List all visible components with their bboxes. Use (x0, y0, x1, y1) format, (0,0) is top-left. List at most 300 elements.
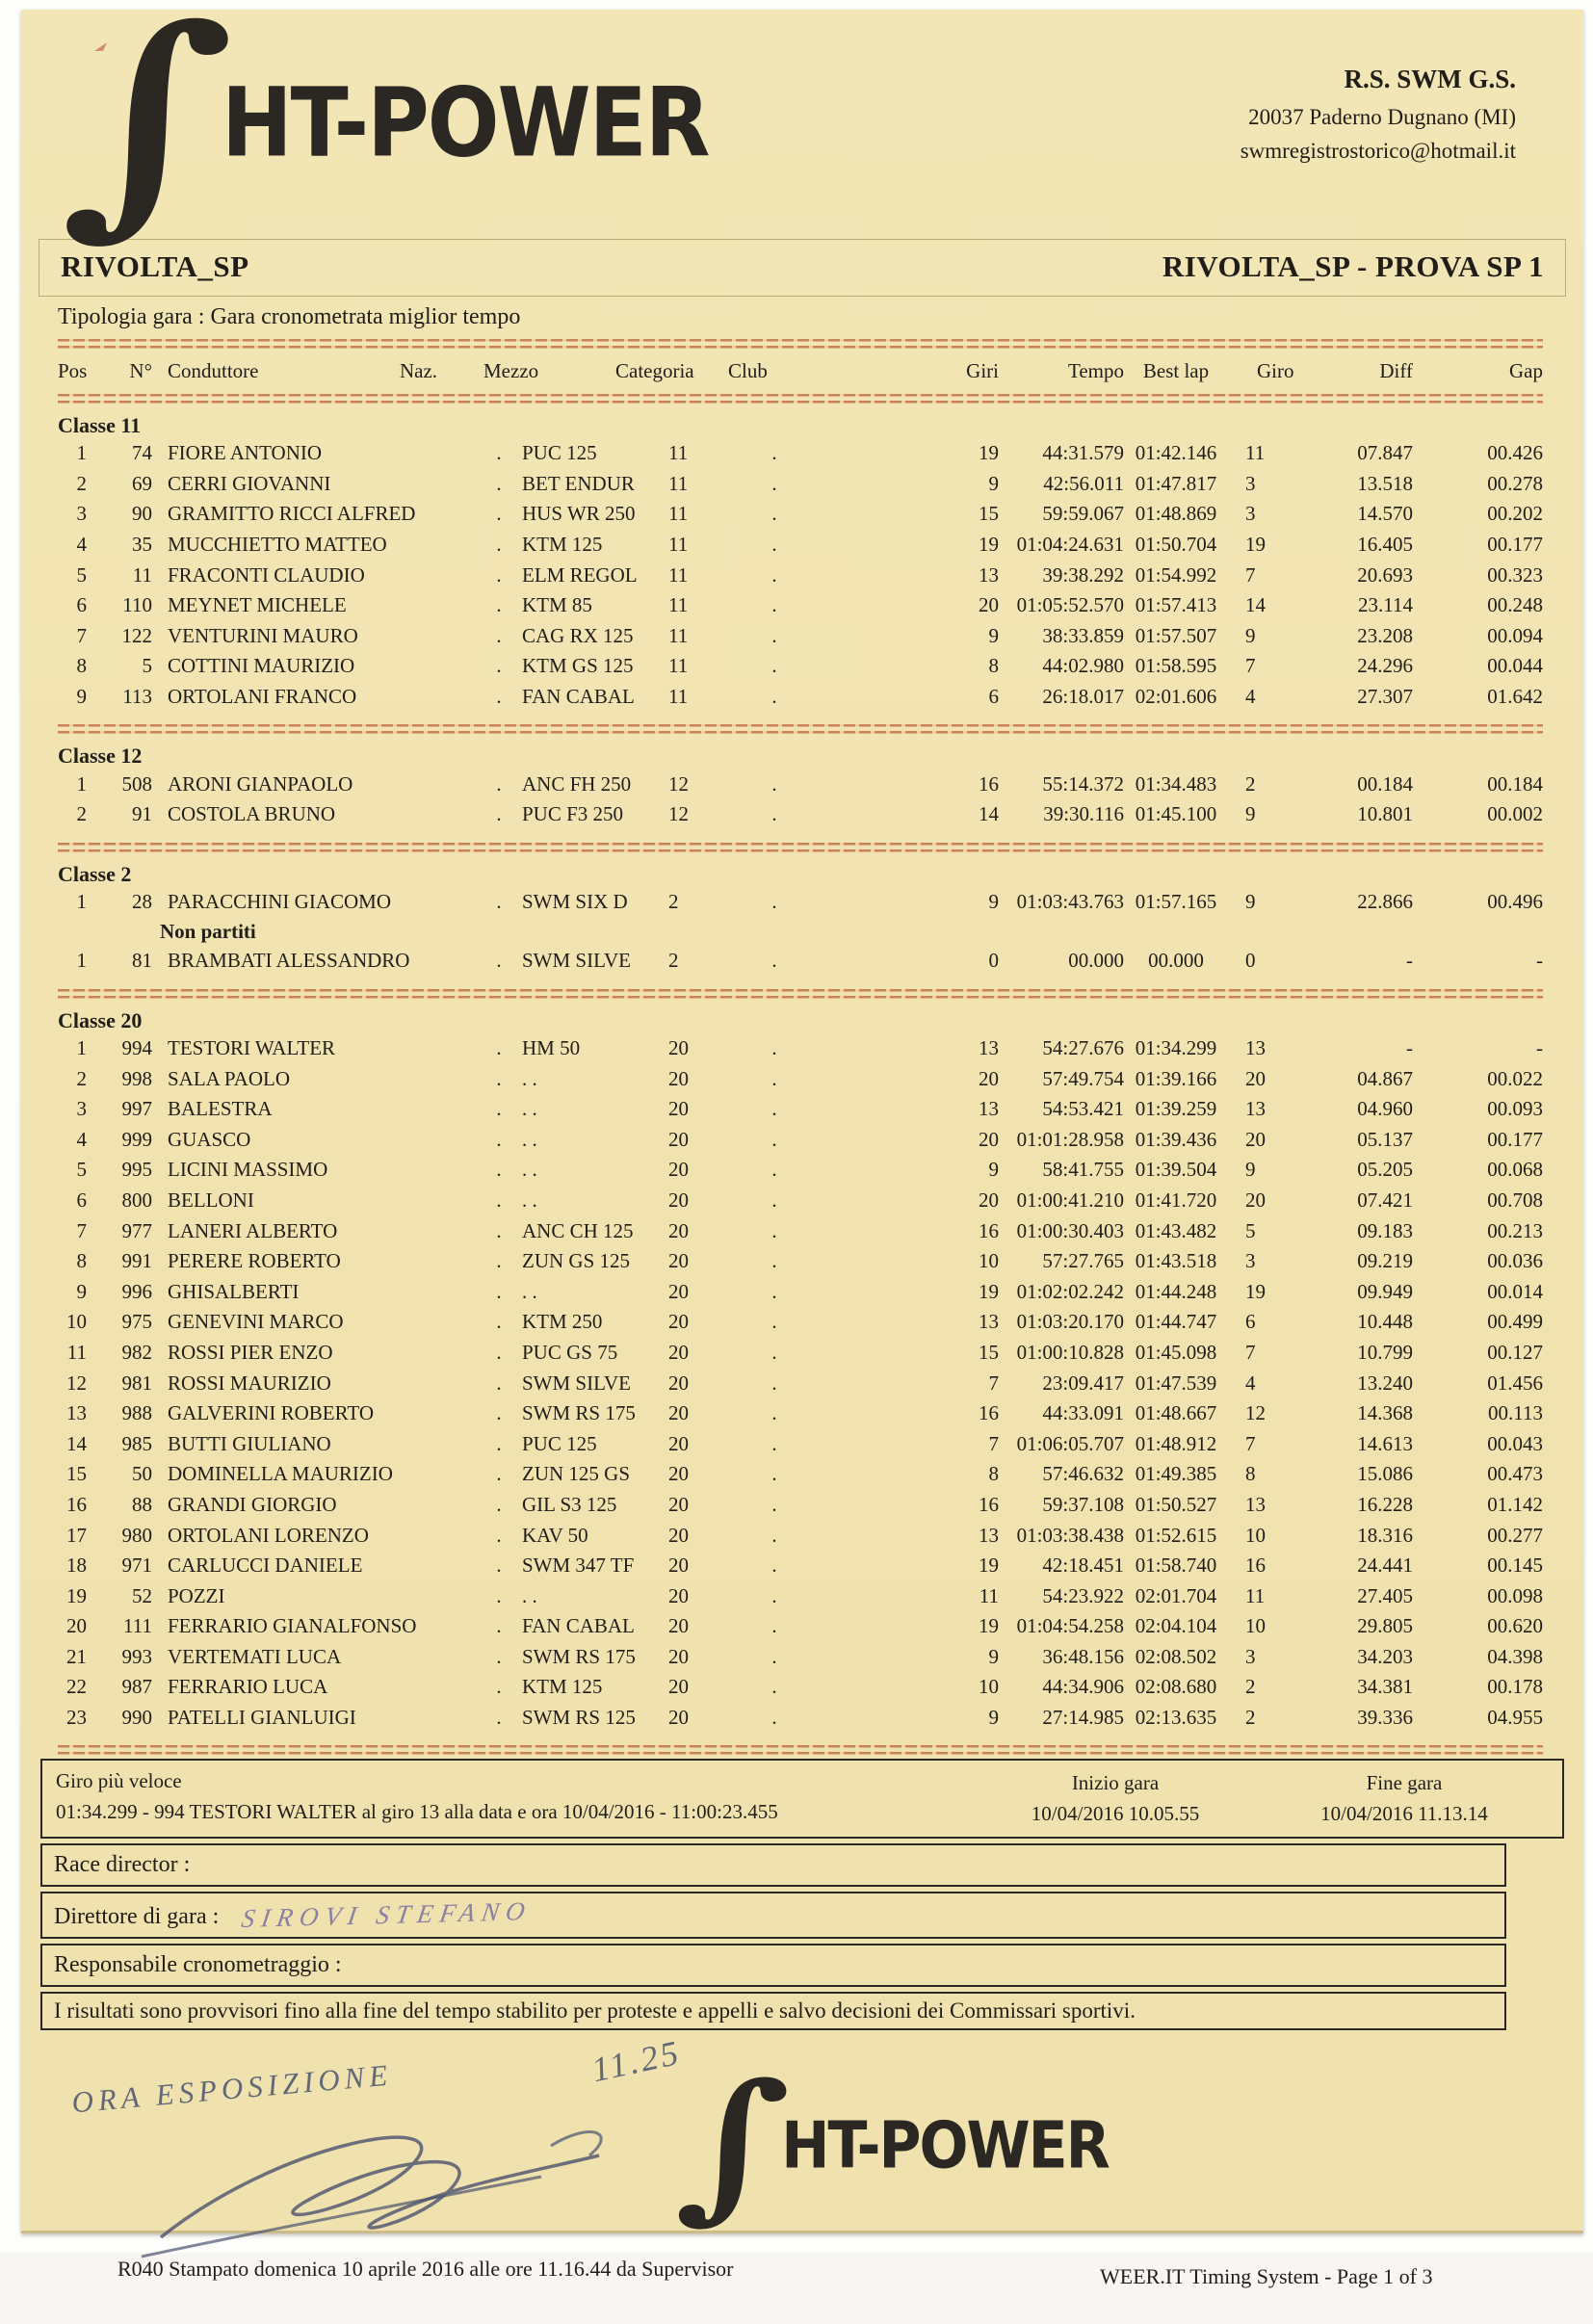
cell-cat: 12 (668, 771, 689, 796)
provisional-results-disclaimer: I risultati sono provvisori fino alla fine del tempo stabilito per proteste e appelli e salvo decisioni dei Commissari sportivi. (40, 1992, 1506, 2030)
cell-pos: 19 (66, 1583, 87, 1607)
cell-giri: 9 (988, 1158, 999, 1182)
cell-giro: 20 (1245, 1188, 1266, 1212)
result-row (58, 682, 1543, 713)
ht-power-logo (59, 0, 709, 260)
result-row (58, 887, 1543, 918)
race-end-label: Fine gara (1366, 1771, 1443, 1795)
cell-diff: 39.336 (1357, 1706, 1413, 1730)
cell-naz: . (496, 1097, 502, 1121)
page-info: WEER.IT Timing System - Page 1 of 3 (1100, 2264, 1433, 2289)
cell-num: 800 (121, 1188, 152, 1212)
cell-diff: 09.219 (1357, 1249, 1413, 1273)
cell-diff: 05.205 (1357, 1158, 1413, 1182)
cell-naz: . (496, 949, 502, 973)
cell-cat: 11 (668, 593, 689, 617)
cell-cat: 20 (668, 1249, 689, 1273)
logo-wordmark: HT-POWER (221, 66, 709, 178)
cell-pos: 4 (76, 1127, 87, 1151)
cell-club: . (771, 1492, 777, 1516)
cell-diff: 10.799 (1357, 1340, 1413, 1364)
cell-gap: 00.098 (1487, 1583, 1543, 1607)
cell-giri: 13 (979, 1310, 999, 1334)
fastest-lap-detail: 01:34.299 - 994 TESTORI WALTER al giro 13 alla data e ora 10/04/2016 - 11:00:23.455 (56, 1799, 778, 1823)
cell-club: . (771, 533, 777, 557)
cell-best: 01:39.504 (1135, 1158, 1217, 1182)
separator-rule (58, 723, 1543, 734)
cell-giro: 8 (1245, 1462, 1256, 1486)
result-row (58, 799, 1543, 830)
cell-best: 01:52.615 (1135, 1523, 1217, 1547)
cell-tempo: 58:41.755 (1042, 1158, 1124, 1182)
result-row (58, 1459, 1543, 1490)
cell-cat: 20 (668, 1706, 689, 1730)
cell-giro: 2 (1245, 1675, 1256, 1699)
cell-num: 993 (121, 1644, 152, 1668)
cell-best: 01:39.436 (1135, 1127, 1217, 1151)
cell-giro: 6 (1245, 1310, 1256, 1334)
cell-pos: 2 (76, 802, 87, 826)
cell-best: 01:58.740 (1135, 1554, 1217, 1578)
result-row (58, 769, 1543, 799)
cell-num: 122 (121, 623, 152, 647)
cell-diff: 23.114 (1358, 593, 1413, 617)
cell-name: FERRARIO LUCA (168, 1675, 328, 1699)
logo-wordmark: HT-POWER (781, 2108, 1109, 2184)
cell-num: 994 (121, 1036, 152, 1060)
cell-name: BALESTRA (168, 1097, 273, 1121)
cell-gap: 00.043 (1487, 1431, 1543, 1455)
cell-pos: 9 (76, 1279, 87, 1303)
cell-pos: 2 (76, 471, 87, 495)
responsabile-box: Responsabile cronometraggio : (40, 1944, 1506, 1987)
cell-name: FIORE ANTONIO (168, 441, 323, 465)
cell-giro: 10 (1245, 1523, 1266, 1547)
cell-giri: 13 (979, 1097, 999, 1121)
cell-diff: 16.228 (1357, 1492, 1413, 1516)
organization-address: 20037 Paderno Dugnano (MI) (1248, 104, 1516, 129)
cell-mezzo: GIL S3 125 (522, 1492, 617, 1516)
cell-num: 111 (123, 1614, 152, 1638)
race-end (1260, 1768, 1549, 1829)
cell-best: 01:34.483 (1135, 771, 1217, 796)
cell-num: 996 (121, 1279, 152, 1303)
cell-pos: 9 (76, 685, 87, 709)
cell-best: 01:50.527 (1135, 1492, 1217, 1516)
cell-giri: 9 (988, 623, 999, 647)
cell-cat: 20 (668, 1492, 689, 1516)
result-row (58, 438, 1543, 469)
ht-power-logo-footer (673, 2048, 1109, 2239)
cell-tempo: 57:27.765 (1042, 1249, 1124, 1273)
cell-mezzo: KTM GS 125 (522, 654, 634, 678)
handwritten-time: 11.25 (588, 2033, 685, 2090)
cell-cat: 20 (668, 1462, 689, 1486)
cell-name: BELLONI (168, 1188, 254, 1212)
cell-pos: 21 (66, 1644, 87, 1668)
cell-giro: 7 (1245, 654, 1256, 678)
class-section (58, 740, 1543, 839)
result-row (58, 1033, 1543, 1064)
cell-num: 110 (122, 593, 152, 617)
cell-tempo: 01:00:41.210 (1016, 1188, 1124, 1212)
cell-mezzo: KTM 125 (522, 533, 603, 557)
cell-diff: 14.368 (1357, 1401, 1413, 1425)
cell-giri: 8 (988, 1462, 999, 1486)
cell-gap: 01.642 (1487, 685, 1543, 709)
cell-diff: 04.867 (1357, 1066, 1413, 1090)
cell-giri: 13 (979, 1036, 999, 1060)
cell-gap: 00.094 (1487, 623, 1543, 647)
cell-mezzo: . . (522, 1158, 537, 1182)
result-row (58, 499, 1543, 530)
result-row (58, 1246, 1543, 1277)
cell-giri: 20 (979, 1127, 999, 1151)
cell-giri: 16 (979, 1401, 999, 1425)
cell-diff: 34.203 (1357, 1644, 1413, 1668)
cell-gap: 00.036 (1487, 1249, 1543, 1273)
class-section (58, 409, 1543, 721)
separator-rule (58, 988, 1543, 999)
cell-tempo: 59:59.067 (1042, 502, 1124, 526)
cell-best: 02:08.502 (1135, 1644, 1217, 1668)
cell-num: 987 (121, 1675, 152, 1699)
organization-name: R.S. SWM G.S. (1344, 65, 1516, 93)
cell-giri: 19 (979, 533, 999, 557)
cell-name: VENTURINI MAURO (168, 623, 358, 647)
result-row (58, 1215, 1543, 1246)
cell-tempo: 54:23.922 (1042, 1583, 1124, 1607)
column-header-row (58, 351, 1543, 391)
cell-tempo: 57:46.632 (1042, 1462, 1124, 1486)
page-header (21, 0, 1583, 260)
cell-giro: 9 (1245, 802, 1256, 826)
cell-diff: 20.693 (1357, 562, 1413, 587)
cell-name: VERTEMATI LUCA (168, 1644, 342, 1668)
cell-pos: 3 (76, 1097, 87, 1121)
cell-diff: 13.240 (1357, 1371, 1413, 1395)
cell-gap: 04.398 (1487, 1644, 1543, 1668)
cell-naz: . (496, 1158, 502, 1182)
cell-pos: 7 (76, 1218, 87, 1242)
cell-mezzo: SWM 347 TF (522, 1554, 635, 1578)
cell-club: . (771, 1554, 777, 1578)
cell-cat: 2 (668, 949, 679, 973)
cell-tempo: 01:02:02.242 (1016, 1279, 1124, 1303)
cell-naz: . (496, 562, 502, 587)
cell-club: . (771, 1188, 777, 1212)
cell-gap: 00.014 (1487, 1279, 1543, 1303)
cell-tempo: 57:49.754 (1042, 1066, 1124, 1090)
cell-club: . (771, 1158, 777, 1182)
cell-num: 999 (121, 1127, 152, 1151)
cell-tempo: 42:56.011 (1043, 471, 1124, 495)
cell-naz: . (496, 1036, 502, 1060)
cell-cat: 12 (668, 802, 689, 826)
cell-mezzo: ZUN 125 GS (522, 1462, 631, 1486)
cell-num: 997 (121, 1097, 152, 1121)
cell-name: CARLUCCI DANIELE (168, 1554, 363, 1578)
cell-gap: 00.145 (1487, 1554, 1543, 1578)
cell-pos: 4 (76, 533, 87, 557)
cell-cat: 20 (668, 1158, 689, 1182)
cell-pos: 11 (66, 1340, 87, 1364)
cell-num: 985 (121, 1431, 152, 1455)
cell-cat: 20 (668, 1614, 689, 1638)
cell-mezzo: PUC GS 75 (522, 1340, 618, 1364)
cell-gap: 00.620 (1487, 1614, 1543, 1638)
result-row (58, 1611, 1543, 1642)
cell-gap: 00.278 (1487, 471, 1543, 495)
cell-giro: 11 (1245, 441, 1266, 465)
cell-name: LICINI MASSIMO (168, 1158, 328, 1182)
cell-giro: 7 (1245, 1431, 1256, 1455)
cell-diff: 13.518 (1357, 471, 1413, 495)
cell-gap: 00.127 (1487, 1340, 1543, 1364)
cell-mezzo: . . (522, 1066, 537, 1090)
cell-diff: 07.421 (1357, 1188, 1413, 1212)
cell-club: . (771, 502, 777, 526)
col-header-best: Best lap (1142, 358, 1210, 382)
cell-cat: 20 (668, 1279, 689, 1303)
cell-num: 81 (132, 949, 152, 973)
cell-diff: 27.405 (1357, 1583, 1413, 1607)
cell-club: . (771, 1036, 777, 1060)
cell-diff: 04.960 (1357, 1097, 1413, 1121)
cell-best: 01:39.259 (1135, 1097, 1217, 1121)
cell-name: PERERE ROBERTO (168, 1249, 341, 1273)
cell-club: . (771, 1401, 777, 1425)
result-row (58, 1642, 1543, 1673)
cell-cat: 11 (668, 654, 689, 678)
cell-mezzo: PUC F3 250 (522, 802, 624, 826)
col-header-tempo: Tempo (1067, 358, 1124, 382)
cell-diff: 23.208 (1357, 623, 1413, 647)
cell-diff: 10.801 (1357, 802, 1413, 826)
cell-cat: 11 (668, 562, 689, 587)
cell-best: 01:57.413 (1135, 593, 1217, 617)
cell-cat: 20 (668, 1675, 689, 1699)
cell-best: 01:44.747 (1135, 1310, 1217, 1334)
cell-tempo: 44:31.579 (1042, 441, 1124, 465)
cell-club: . (771, 1279, 777, 1303)
cell-tempo: 39:30.116 (1043, 802, 1124, 826)
cell-name: PATELLI GIANLUIGI (168, 1706, 356, 1730)
cell-gap: 00.068 (1487, 1158, 1543, 1182)
cell-pos: 23 (66, 1706, 87, 1730)
cell-num: 998 (121, 1066, 152, 1090)
cell-num: 113 (122, 685, 152, 709)
race-end-value: 10/04/2016 11.13.14 (1320, 1801, 1488, 1825)
cell-giri: 9 (988, 889, 999, 913)
cell-pos: 13 (66, 1401, 87, 1425)
cell-mezzo: . . (522, 1097, 537, 1121)
cell-diff: 14.570 (1357, 502, 1413, 526)
cell-club: . (771, 685, 777, 709)
paper-sheet (21, 0, 1583, 2289)
cell-naz: . (496, 1462, 502, 1486)
cell-num: 52 (132, 1583, 152, 1607)
cell-mezzo: KAV 50 (522, 1523, 588, 1547)
cell-mezzo: FAN CABAL (522, 685, 635, 709)
cell-giro: 20 (1245, 1066, 1266, 1090)
cell-mezzo: KTM 250 (522, 1310, 603, 1334)
result-row (58, 590, 1543, 621)
cell-gap: 00.184 (1487, 771, 1543, 796)
cell-name: ARONI GIANPAOLO (168, 771, 353, 796)
separator-rule (58, 842, 1543, 852)
cell-giro: 9 (1245, 623, 1256, 647)
cell-giri: 7 (988, 1371, 999, 1395)
cell-pos: 17 (66, 1523, 87, 1547)
col-header-club: Club (728, 358, 768, 382)
result-row (58, 946, 1543, 977)
cell-best: 01:58.595 (1135, 654, 1217, 678)
cell-diff: 09.949 (1357, 1279, 1413, 1303)
class-section (58, 858, 1543, 986)
cell-cat: 20 (668, 1401, 689, 1425)
race-times (971, 1768, 1549, 1829)
cell-giro: 11 (1245, 1583, 1266, 1607)
cell-cat: 11 (668, 623, 689, 647)
cell-giro: 4 (1245, 685, 1256, 709)
cell-diff: 27.307 (1357, 685, 1413, 709)
cell-num: 995 (121, 1158, 152, 1182)
cell-tempo: 54:53.421 (1042, 1097, 1124, 1121)
cell-num: 508 (121, 771, 152, 796)
cell-mezzo: SWM SILVE (522, 1371, 631, 1395)
cell-naz: . (496, 1249, 502, 1273)
cell-pos: 8 (76, 654, 87, 678)
cell-giri: 14 (979, 802, 999, 826)
class-title: Classe 2 (58, 861, 132, 886)
cell-pos: 22 (66, 1675, 87, 1699)
cell-naz: . (496, 1431, 502, 1455)
cell-giro: 19 (1245, 1279, 1266, 1303)
cell-naz: . (496, 1675, 502, 1699)
cell-tempo: 36:48.156 (1042, 1644, 1124, 1668)
cell-tempo: 01:00:30.403 (1016, 1218, 1124, 1242)
cell-num: 88 (132, 1492, 152, 1516)
cell-club: . (771, 771, 777, 796)
cell-best: 02:13.635 (1135, 1706, 1217, 1730)
cell-giro: 2 (1245, 771, 1256, 796)
page-bottom (21, 2035, 1583, 2324)
cell-cat: 20 (668, 1097, 689, 1121)
session-name: RIVOLTA_SP - PROVA SP 1 (1162, 249, 1544, 283)
separator-rule (58, 1744, 1543, 1755)
race-start (971, 1768, 1260, 1829)
col-header-naz: Naz. (400, 358, 438, 382)
cell-giri: 16 (979, 1218, 999, 1242)
cell-giro: 2 (1245, 1706, 1256, 1730)
cell-best: 01:48.667 (1135, 1401, 1217, 1425)
col-header-pos: Pos (58, 358, 88, 382)
cell-best: 01:41.720 (1135, 1188, 1217, 1212)
cell-tempo: 01:05:52.570 (1016, 593, 1124, 617)
cell-naz: . (496, 1523, 502, 1547)
cell-tempo: 27:14.985 (1042, 1706, 1124, 1730)
cell-best: 01:47.817 (1135, 471, 1217, 495)
cell-cat: 11 (668, 441, 689, 465)
col-header-gap: Gap (1509, 358, 1543, 382)
cell-club: . (771, 1127, 777, 1151)
cell-mezzo: . . (522, 1188, 537, 1212)
cell-name: FRACONTI CLAUDIO (168, 562, 365, 587)
result-row (58, 1338, 1543, 1369)
cell-giro: 9 (1245, 1158, 1256, 1182)
cell-giro: 3 (1245, 502, 1256, 526)
cell-num: 91 (132, 802, 152, 826)
cell-cat: 20 (668, 1554, 689, 1578)
cell-naz: . (496, 593, 502, 617)
cell-naz: . (496, 533, 502, 557)
cell-diff: 16.405 (1357, 533, 1413, 557)
cell-best: 01:34.299 (1135, 1036, 1217, 1060)
cell-gap: - (1536, 1036, 1543, 1060)
cell-mezzo: . . (522, 1279, 537, 1303)
cell-naz: . (496, 1127, 502, 1151)
cell-pos: 5 (76, 1158, 87, 1182)
cell-giro: 13 (1245, 1492, 1266, 1516)
cell-giri: 19 (979, 1614, 999, 1638)
cell-naz: . (496, 889, 502, 913)
cell-tempo: 39:38.292 (1042, 562, 1124, 587)
cell-tempo: 00.000 (1068, 949, 1124, 973)
result-row (58, 1428, 1543, 1459)
cell-pos: 20 (66, 1614, 87, 1638)
cell-giro: 7 (1245, 1340, 1256, 1364)
cell-giro: 13 (1245, 1097, 1266, 1121)
cell-gap: 00.248 (1487, 593, 1543, 617)
cell-num: 988 (121, 1401, 152, 1425)
cell-mezzo: FAN CABAL (522, 1614, 635, 1638)
cell-best: 01:39.166 (1135, 1066, 1217, 1090)
cell-gap: 00.177 (1487, 533, 1543, 557)
cell-pos: 14 (66, 1431, 87, 1455)
cell-pos: 2 (76, 1066, 87, 1090)
cell-giri: 19 (979, 1279, 999, 1303)
cell-name: POZZI (168, 1583, 225, 1607)
cell-mezzo: PUC 125 (522, 441, 597, 465)
fastest-lap-box (40, 1759, 1564, 1839)
cell-club: . (771, 1310, 777, 1334)
cell-tempo: 01:01:28.958 (1016, 1127, 1124, 1151)
cell-name: MEYNET MICHELE (168, 593, 347, 617)
cell-tempo: 44:33.091 (1042, 1401, 1124, 1425)
cell-best: 01:44.248 (1135, 1279, 1217, 1303)
cell-best: 01:42.146 (1135, 441, 1217, 465)
signature-scribble (137, 2088, 676, 2271)
race-type-subtitle: Tipologia gara : Gara cronometrata miglior tempo (58, 304, 521, 329)
cell-gap: 04.955 (1487, 1706, 1543, 1730)
cell-cat: 11 (668, 685, 689, 709)
subsection-label: Non partiti (160, 919, 256, 943)
col-header-mezzo: Mezzo (483, 358, 539, 382)
cell-gap: 00.177 (1487, 1127, 1543, 1151)
cell-gap: - (1536, 949, 1543, 973)
cell-mezzo: KTM 125 (522, 1675, 603, 1699)
cell-giri: 0 (988, 949, 999, 973)
cell-mezzo: ELM REGOL (522, 562, 638, 587)
cell-giri: 10 (979, 1249, 999, 1273)
cell-giri: 15 (979, 502, 999, 526)
cell-giro: 0 (1245, 949, 1256, 973)
cell-giri: 20 (979, 1066, 999, 1090)
cell-giro: 19 (1245, 533, 1266, 557)
cell-giro: 3 (1245, 1644, 1256, 1668)
cell-gap: 00.002 (1487, 802, 1543, 826)
